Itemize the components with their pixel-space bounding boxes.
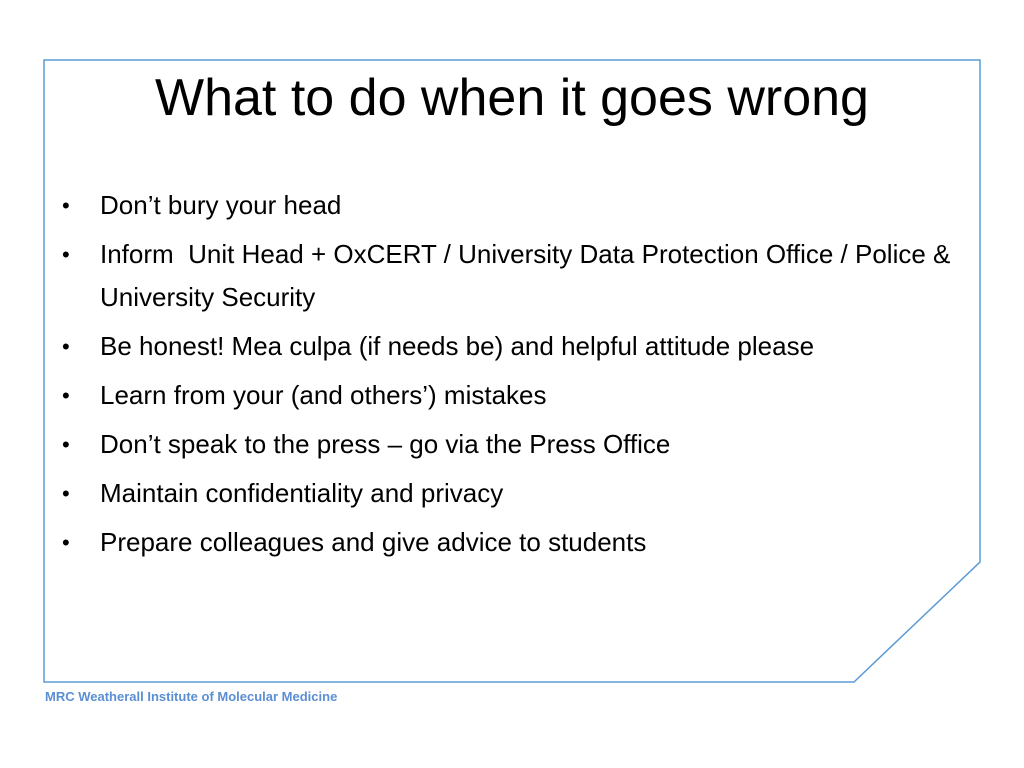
bullet-text: Don’t bury your head — [100, 190, 342, 220]
bullet-item — [60, 325, 972, 368]
slide-title: What to do when it goes wrong — [155, 69, 869, 127]
bullet-icon: • — [62, 334, 70, 359]
bullet-list — [60, 184, 972, 570]
bullet-item — [60, 184, 972, 227]
bullet-text: Don’t speak to the press – go via the Press Office — [100, 429, 671, 459]
bullet-icon: • — [62, 383, 70, 408]
bullet-item — [60, 374, 972, 417]
bullet-icon: • — [62, 432, 70, 457]
bullet-text: Maintain confidentiality and privacy — [100, 478, 504, 508]
bullet-item — [60, 472, 972, 515]
bullet-item — [60, 521, 972, 564]
bullet-icon: • — [62, 530, 70, 555]
bullet-text: Learn from your (and others’) mistakes — [100, 380, 547, 410]
bullet-text: Prepare colleagues and give advice to students — [100, 527, 647, 557]
bullet-item — [60, 233, 972, 319]
bullet-icon: • — [62, 242, 70, 267]
bullet-icon: • — [62, 193, 70, 218]
bullet-item — [60, 423, 972, 466]
bullet-icon: • — [62, 481, 70, 506]
bullet-text: Be honest! Mea culpa (if needs be) and helpful attitude please — [100, 331, 815, 361]
footer-institution: MRC Weatherall Institute of Molecular Medicine — [45, 689, 338, 704]
bullet-text: Inform Unit Head + OxCERT / University Data Protection Office / Police & University Security — [100, 239, 958, 312]
